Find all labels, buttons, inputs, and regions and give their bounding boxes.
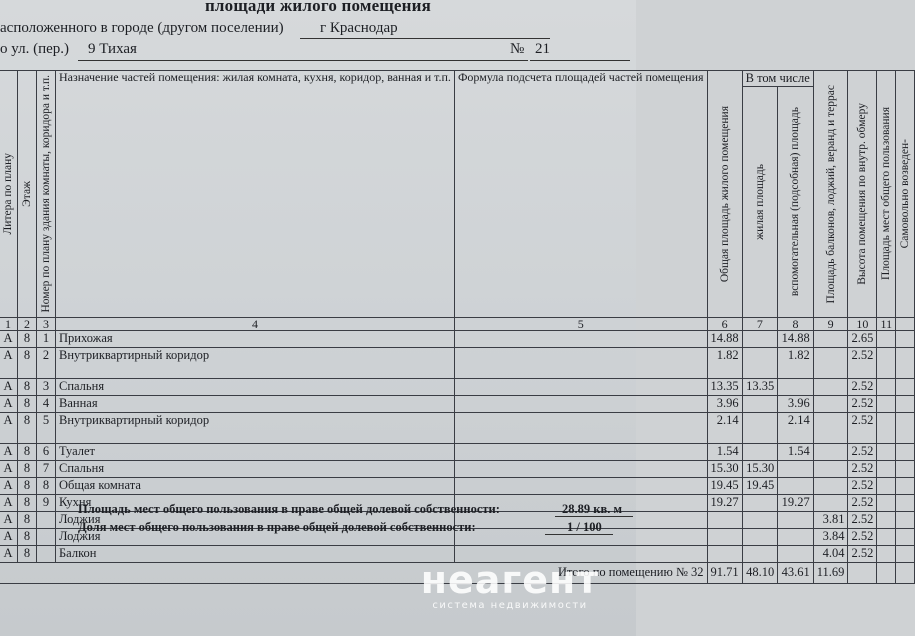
table-row	[0, 412, 915, 443]
cell-common-area	[877, 347, 896, 378]
cell-room-number: 9	[37, 494, 56, 511]
location-line	[0, 20, 398, 37]
cell-litera: А	[0, 443, 18, 460]
number-value: 21	[535, 41, 550, 57]
cell-total-area	[707, 511, 742, 528]
cell-aux-area: 1.54	[778, 443, 814, 460]
cell-balcony-area: 3.84	[813, 528, 848, 545]
header-height: Высота помещения по внутр. обмеру	[848, 71, 877, 318]
cell-room-number: 5	[37, 412, 56, 443]
table-row	[0, 443, 915, 460]
cell-balcony-area	[813, 378, 848, 395]
cell-room-number: 8	[37, 477, 56, 494]
cell-total-area: 19.27	[707, 494, 742, 511]
table-row	[0, 477, 915, 494]
cell-floor: 8	[18, 443, 37, 460]
cell-litera: А	[0, 395, 18, 412]
cell-living-area	[742, 511, 778, 528]
column-numbers	[0, 317, 915, 330]
cell-balcony-area	[813, 477, 848, 494]
street-underline	[78, 60, 528, 61]
cell-room-number: 7	[37, 460, 56, 477]
cell-room-number	[37, 511, 56, 528]
totals-aux: 43.61	[778, 562, 814, 583]
cell-room-name: Лоджия	[56, 528, 455, 545]
totals-empty	[896, 562, 915, 583]
cell-total-area: 19.45	[707, 477, 742, 494]
cell-formula	[454, 330, 707, 347]
col-num: 1	[0, 317, 18, 330]
cell-living-area	[742, 545, 778, 562]
city-underline	[300, 38, 550, 39]
cell-common-area	[877, 443, 896, 460]
street-value: 9 Тихая	[88, 41, 137, 57]
cell-formula	[454, 395, 707, 412]
cell-room-number	[37, 545, 56, 562]
cell-common-area	[877, 412, 896, 443]
cell-living-area	[742, 395, 778, 412]
cell-height: 2.52	[848, 477, 877, 494]
cell-floor: 8	[18, 477, 37, 494]
cell-balcony-area	[813, 330, 848, 347]
totals-label: Итого по помещению № 32	[0, 562, 707, 583]
cell-aux-area	[778, 511, 814, 528]
cell-common-area	[877, 395, 896, 412]
cell-aux-area	[778, 378, 814, 395]
cell-floor: 8	[18, 460, 37, 477]
street-line	[0, 41, 550, 58]
share-value: 1 / 100	[567, 520, 602, 534]
col-num: 6	[707, 317, 742, 330]
cell-floor: 8	[18, 545, 37, 562]
cell-height: 2.52	[848, 412, 877, 443]
cell-balcony-area	[813, 494, 848, 511]
cell-formula	[454, 460, 707, 477]
cell-room-number: 1	[37, 330, 56, 347]
header-room-number: Номер по плану здания комнаты, коридора и т.п.	[37, 71, 56, 318]
cell-room-number: 2	[37, 347, 56, 378]
number-underline	[530, 60, 630, 61]
cell-unauthorized	[896, 545, 915, 562]
cell-unauthorized	[896, 347, 915, 378]
cell-unauthorized	[896, 395, 915, 412]
col-num: 2	[18, 317, 37, 330]
cell-living-area	[742, 528, 778, 545]
totals-total: 91.71	[707, 562, 742, 583]
cell-common-area	[877, 511, 896, 528]
header-purpose: Назначение частей помещения: жилая комната, кухня, коридор, ванная и т.п.	[56, 71, 455, 318]
cell-unauthorized	[896, 330, 915, 347]
cell-room-name: Внутриквартирный коридор	[56, 412, 455, 443]
cell-height: 2.52	[848, 494, 877, 511]
cell-aux-area: 1.82	[778, 347, 814, 378]
cell-aux-area: 19.27	[778, 494, 814, 511]
header-total-area: Общая площадь жилого помещения	[707, 71, 742, 318]
header-common-area: Площадь мест общего пользования	[877, 71, 896, 318]
cell-aux-area	[778, 460, 814, 477]
cell-living-area	[742, 412, 778, 443]
header-balcony-area: Площадь балконов, лоджий, веранд и террас	[813, 71, 848, 318]
cell-unauthorized	[896, 494, 915, 511]
cell-room-name: Лоджия	[56, 511, 455, 528]
cell-aux-area	[778, 545, 814, 562]
totals-living: 48.10	[742, 562, 778, 583]
cell-aux-area: 3.96	[778, 395, 814, 412]
cell-living-area	[742, 347, 778, 378]
share-underline	[545, 534, 613, 535]
cell-common-area	[877, 330, 896, 347]
cell-formula	[454, 443, 707, 460]
cell-height: 2.52	[848, 395, 877, 412]
cell-height: 2.65	[848, 330, 877, 347]
cell-common-area	[877, 545, 896, 562]
cell-balcony-area	[813, 347, 848, 378]
cell-living-area	[742, 494, 778, 511]
cell-height: 2.52	[848, 511, 877, 528]
cell-balcony-area: 4.04	[813, 545, 848, 562]
cell-unauthorized	[896, 511, 915, 528]
cell-unauthorized	[896, 528, 915, 545]
cell-floor: 8	[18, 330, 37, 347]
cell-formula	[454, 378, 707, 395]
header-group: В том числе	[742, 71, 813, 87]
cell-room-name: Ванная	[56, 395, 455, 412]
common-area-value: 28.89 кв. м	[562, 502, 622, 516]
cell-height: 2.52	[848, 528, 877, 545]
cell-living-area	[742, 443, 778, 460]
cell-floor: 8	[18, 347, 37, 378]
col-num: 11	[877, 317, 896, 330]
header-living-area: жилая площадь	[742, 87, 778, 318]
document-title: площади жилого помещения	[204, 0, 432, 15]
header-litera: Литера по плану	[0, 71, 18, 318]
cell-total-area: 14.88	[707, 330, 742, 347]
cell-height: 2.52	[848, 347, 877, 378]
cell-room-name: Общая комната	[56, 477, 455, 494]
watermark-brand: неагент	[420, 558, 600, 602]
cell-room-number	[37, 528, 56, 545]
cell-common-area	[877, 477, 896, 494]
col-num: 10	[848, 317, 877, 330]
cell-total-area: 1.54	[707, 443, 742, 460]
cell-height: 2.52	[848, 460, 877, 477]
cell-living-area	[742, 330, 778, 347]
table-row	[0, 378, 915, 395]
cell-aux-area	[778, 528, 814, 545]
watermark-tagline: система недвижимости	[432, 600, 588, 611]
totals-empty	[877, 562, 896, 583]
street-label: о ул. (пер.)	[0, 41, 70, 57]
cell-total-area	[707, 545, 742, 562]
cell-room-number: 4	[37, 395, 56, 412]
cell-total-area: 3.96	[707, 395, 742, 412]
cell-litera: А	[0, 378, 18, 395]
share-label: Доля мест общего пользования в праве общей долевой собственности:	[78, 520, 476, 534]
header-floor: Этаж	[18, 71, 37, 318]
totals-balcony: 11.69	[813, 562, 848, 583]
cell-unauthorized	[896, 378, 915, 395]
col-num: 3	[37, 317, 56, 330]
col-num: 8	[778, 317, 814, 330]
cell-total-area: 13.35	[707, 378, 742, 395]
common-area-label: Площадь мест общего пользования в праве общей долевой собственности:	[78, 502, 500, 516]
cell-aux-area	[778, 477, 814, 494]
table-row	[0, 460, 915, 477]
cell-balcony-area	[813, 460, 848, 477]
cell-aux-area: 2.14	[778, 412, 814, 443]
cell-room-name: Внутриквартирный коридор	[56, 347, 455, 378]
cell-height: 2.52	[848, 545, 877, 562]
cell-balcony-area	[813, 412, 848, 443]
cell-litera: А	[0, 330, 18, 347]
watermark-logo	[410, 560, 610, 611]
table-row	[0, 395, 915, 412]
header-unauthorized: Самовольно возведен-	[896, 71, 915, 318]
cell-litera: А	[0, 494, 18, 511]
cell-litera: А	[0, 477, 18, 494]
cell-balcony-area	[813, 395, 848, 412]
cell-total-area: 1.82	[707, 347, 742, 378]
cell-unauthorized	[896, 443, 915, 460]
number-label: №	[510, 41, 525, 57]
col-num: 5	[454, 317, 707, 330]
cell-litera: А	[0, 511, 18, 528]
cell-litera: А	[0, 460, 18, 477]
cell-living-area: 15.30	[742, 460, 778, 477]
header-aux-area: вспомогательная (подсобная) площадь	[778, 87, 814, 318]
cell-common-area	[877, 528, 896, 545]
cell-height: 2.52	[848, 378, 877, 395]
cell-room-name: Туалет	[56, 443, 455, 460]
location-label: асположенного в городе (другом поселении)	[0, 20, 284, 36]
cell-formula	[454, 412, 707, 443]
cell-floor: 8	[18, 494, 37, 511]
col-num	[896, 317, 915, 330]
cell-floor: 8	[18, 528, 37, 545]
cell-unauthorized	[896, 477, 915, 494]
city-value: г Краснодар	[320, 20, 398, 36]
cell-unauthorized	[896, 460, 915, 477]
cell-room-name: Прихожая	[56, 330, 455, 347]
cell-common-area	[877, 378, 896, 395]
cell-balcony-area: 3.81	[813, 511, 848, 528]
cell-formula	[454, 347, 707, 378]
header-formula: Формула подсчета площадей частей помещения	[454, 71, 707, 318]
cell-balcony-area	[813, 443, 848, 460]
cell-aux-area: 14.88	[778, 330, 814, 347]
col-num: 4	[56, 317, 455, 330]
common-area-underline	[555, 516, 633, 517]
cell-floor: 8	[18, 378, 37, 395]
col-num: 7	[742, 317, 778, 330]
table-row	[0, 330, 915, 347]
cell-common-area	[877, 494, 896, 511]
cell-floor: 8	[18, 395, 37, 412]
cell-total-area: 2.14	[707, 412, 742, 443]
cell-room-name: Спальня	[56, 460, 455, 477]
cell-room-number: 3	[37, 378, 56, 395]
col-num: 9	[813, 317, 848, 330]
cell-litera: А	[0, 528, 18, 545]
cell-common-area	[877, 460, 896, 477]
cell-floor: 8	[18, 511, 37, 528]
cell-litera: А	[0, 545, 18, 562]
cell-total-area	[707, 528, 742, 545]
cell-total-area: 15.30	[707, 460, 742, 477]
cell-height: 2.52	[848, 443, 877, 460]
table-row	[0, 347, 915, 378]
cell-room-name: Балкон	[56, 545, 455, 562]
cell-living-area: 13.35	[742, 378, 778, 395]
cell-room-number: 6	[37, 443, 56, 460]
cell-living-area: 19.45	[742, 477, 778, 494]
cell-unauthorized	[896, 412, 915, 443]
cell-formula	[454, 477, 707, 494]
cell-litera: А	[0, 412, 18, 443]
table-header	[0, 71, 915, 87]
totals-empty	[848, 562, 877, 583]
cell-floor: 8	[18, 412, 37, 443]
cell-litera: А	[0, 347, 18, 378]
cell-room-name: Спальня	[56, 378, 455, 395]
cell-room-name: Кухня	[56, 494, 455, 511]
